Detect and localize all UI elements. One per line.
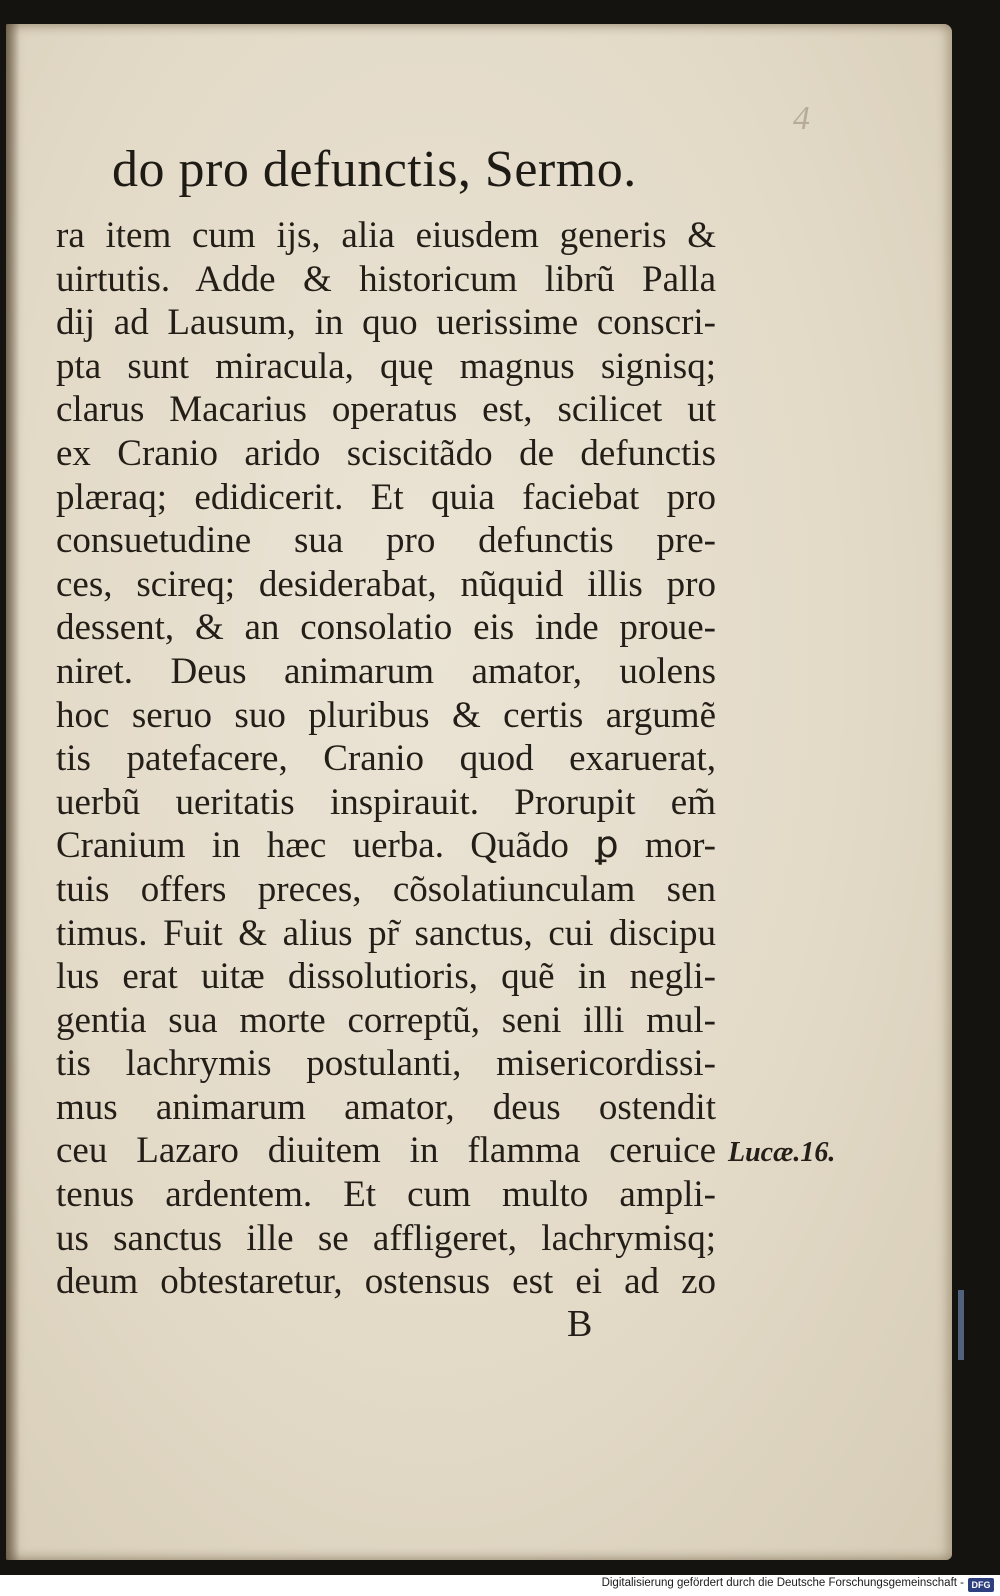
text-line: uerbũ ueritatis inspirauit. Prorupit em̃ [56, 781, 716, 823]
text-line: tenus ardentem. Et cum multo ampli- [56, 1174, 716, 1216]
page-edge-tab [958, 1290, 964, 1360]
running-head: do pro defunctis, Sermo. [112, 141, 637, 198]
text-line: deum obtestaretur, ostensus est ei ad zo [56, 1261, 716, 1303]
text-line: lus erat uitæ dissolutioris, quẽ in negli- [56, 956, 716, 998]
text-line: niret. Deus animarum amator, uolens [56, 650, 716, 692]
text-line: clarus Macarius operatus est, scilicet ut [56, 389, 716, 431]
signature-mark: B [567, 1303, 593, 1345]
text-line: us sanctus ille se affligeret, lachrymisq; [56, 1217, 716, 1259]
text-line: hoc seruo suo pluribus & certis argumẽ [56, 694, 716, 736]
text-line: ceu Lazaro diuitem in flamma ceruice [56, 1130, 716, 1172]
text-line: timus. Fuit & alius pr̃ sanctus, cui discipu [56, 912, 716, 954]
marginal-note: Lucæ.16. [728, 1137, 836, 1168]
text-line: dij ad Lausum, in quo uerissime conscri- [56, 302, 716, 344]
footer-strip [0, 1575, 1000, 1596]
text-line: consuetudine sua pro defunctis pre- [56, 520, 716, 562]
text-line: tis patefacere, Cranio quod exaruerat, [56, 738, 716, 780]
footer-credit: Digitalisierung gefördert durch die Deutsche Forschungsgemeinschaft - [601, 1577, 964, 1589]
page-gutter-shadow [6, 24, 20, 1560]
dfg-logo: DFG [968, 1578, 994, 1592]
text-line: pta sunt miracula, quę magnus signisq; [56, 345, 716, 387]
text-line: Cranium in hæc uerba. Quãdo ꝑ mor- [56, 825, 716, 867]
text-line: dessent, & an consolatio eis inde proue- [56, 607, 716, 649]
body-text [56, 214, 716, 1304]
text-line: mus animarum amator, deus ostendit [56, 1086, 716, 1128]
text-line: uirtutis. Adde & historicum librũ Palla [56, 258, 716, 300]
text-line: tuis offers preces, cõsolatiunculam sen [56, 868, 716, 910]
text-line: ces, scireq; desiderabat, nũquid illis pro [56, 563, 716, 605]
text-line: tis lachrymis postulanti, misericordissi- [56, 1043, 716, 1085]
text-line: ra item cum ijs, alia eiusdem generis & [56, 215, 716, 256]
folio-mark: 4 [793, 100, 810, 137]
text-line: ex Cranio arido sciscitãdo de defunctis [56, 432, 716, 474]
text-line: gentia sua morte correptũ, seni illi mul- [56, 999, 716, 1041]
text-line: plæraq; edidicerit. Et quia faciebat pro [56, 476, 716, 518]
